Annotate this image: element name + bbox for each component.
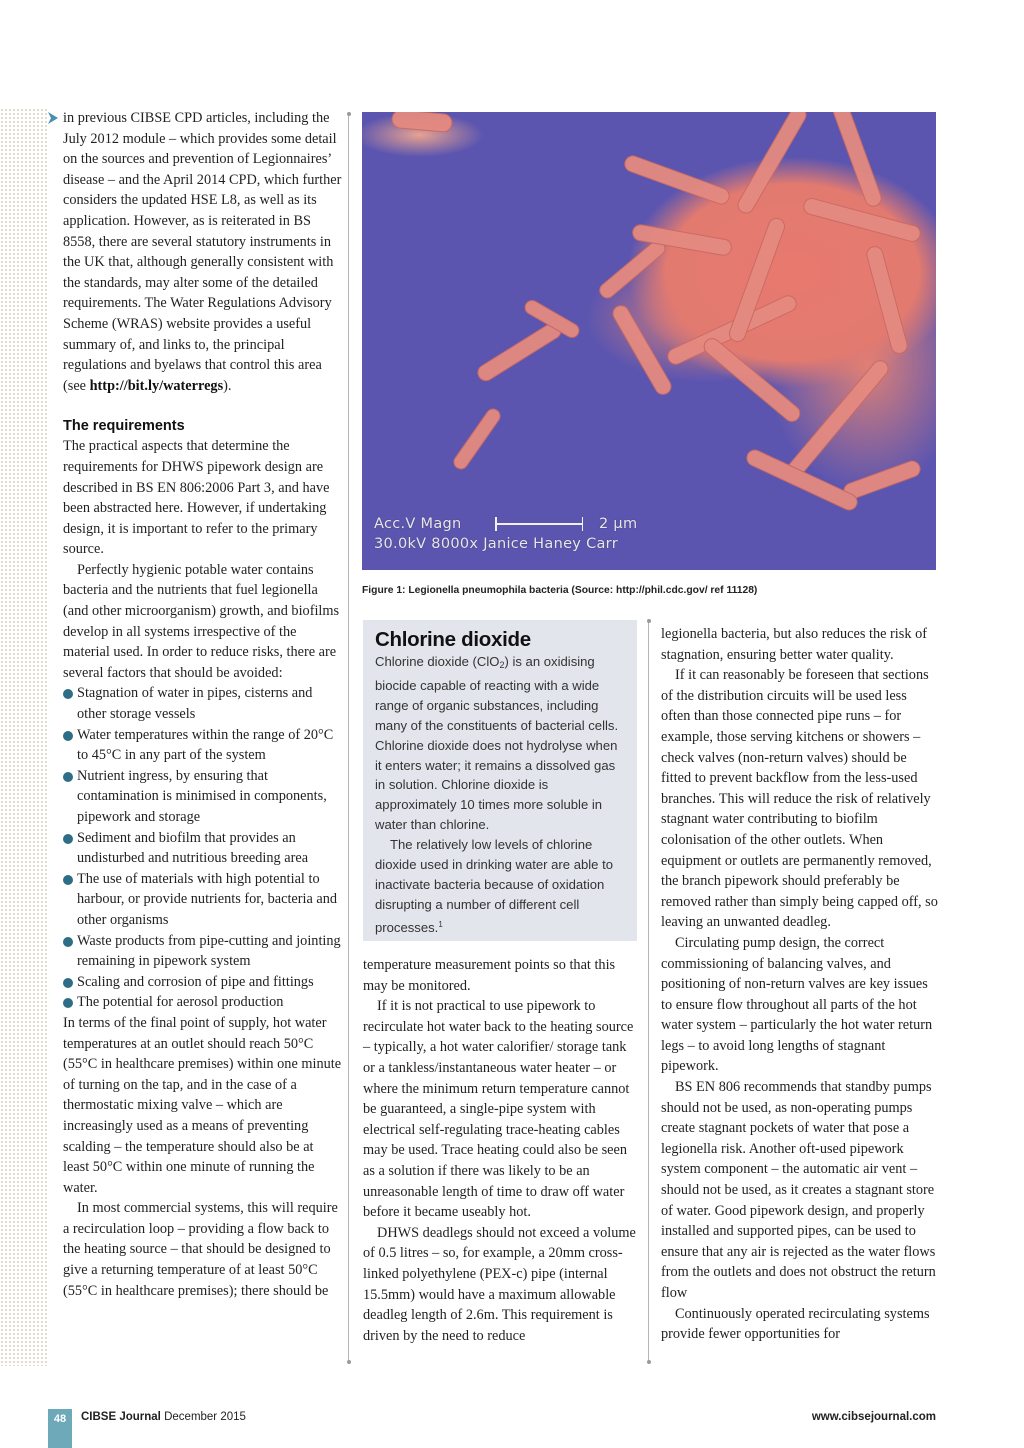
decorative-dot-strip <box>0 108 47 1366</box>
list-item: Waste products from pipe-cutting and jointing remaining in pipework system <box>63 931 343 972</box>
website-url[interactable]: www.cibsejournal.com <box>811 1411 936 1423</box>
scale-bar <box>495 523 583 525</box>
risk-factor-list <box>63 683 343 1013</box>
page-number: 48 <box>48 1409 72 1448</box>
column-3 <box>661 624 939 1345</box>
paragraph: If it can reasonably be foreseen that sections of the distribution circuits will be used less often than those connected pipe runs – for example, those serving kitchens or showers – check valves (non-return valves) should be fitted to prevent backflow from the less-used branches. This will reduce the risk of relatively stagnant water contributing to biofilm colonisation of the other outlets. When equipment or outlets are permanently removed, the branch pipework should preferably be removed rather than simply being capped off, so leaving an unwanted deadleg. <box>661 667 938 931</box>
paragraph: Circulating pump design, the correct commissioning of balancing valves, and positioning of non-return valves are key issues to ensure flow throughout all parts of the hot water system – particularly the hot water return legs – to avoid long lengths of stagnant pipework. <box>661 934 933 1075</box>
paragraph: Continuously operated recirculating systems provide fewer opportunities for <box>661 1305 930 1343</box>
list-item: Stagnation of water in pipes, cisterns and other storage vessels <box>63 683 343 724</box>
list-item: Nutrient ingress, by ensuring that contamination is minimised in components, pipework and storage <box>63 766 343 828</box>
issue-date: December 2015 <box>164 1411 246 1423</box>
paragraph: If it is not practical to use pipework to recirculate hot water back to the heating source – typically, a hot water calorifier/ storage tank or a tankless/instantaneous water heater – or where the minimum return temperature cannot be guaranteed, a single-pipe system with electrical self-regulating trace-heating cables may be used. Trace heating could also be seen as a solution if there was likely to be an unreasonable length of time to draw off water before it became useably hot. <box>363 998 634 1221</box>
box-title: Chlorine dioxide <box>375 628 531 651</box>
legionella-sem-image <box>362 112 936 570</box>
paragraph: In terms of the final point of supply, hot water temperatures at an outlet should reach 50°C (55°C in healthcare premises) within one minute of turning on the tap, and in the case of a thermostatic mixing valve – which are increasingly used as a means of preventing scalding – the temperature should also be at least 50°C within one minute of running the water. <box>63 1014 342 1196</box>
paragraph: DHWS deadlegs should not exceed a volume of 0.5 litres – so, for example, a 20mm cross-linked polyethylene (PEX-c) pipe (internal 15.5mm) would have a maximum allowable deadleg length of 2.6m. This requirement is driven by the need to reduce <box>363 1224 636 1344</box>
waterregs-link[interactable]: http://bit.ly/waterregs <box>89 377 224 394</box>
paragraph: BS EN 806 recommends that standby pumps should not be used, as non-operating pumps create stagnant pockets of water that pose a legionella risk. Another oft-used pipework system component – the automatic air vent – should not be used, as it creates a stagnant store of water. Good pipework design, and properly installed and supported pipes, can be used to ensure that any air is rejected as the water flows from the outlets and does not obstruct the return flow <box>661 1079 936 1301</box>
section-heading-requirements: The requirements <box>63 418 185 435</box>
sem-label-voltage-credit: 30.0kV 8000x Janice Haney Carr <box>374 536 618 552</box>
figure-caption: Figure 1: Legionella pneumophila bacteria (Source: http://phil.cdc.gov/ ref 11128) <box>362 585 758 596</box>
box-paragraph: Chlorine dioxide (ClO$_2$) is an oxidising biocide capable of reacting with a wide range of organic substances, including many of the constituents of bacterial cells. Chlorine dioxide does not hydrolyse when it enters water; it remains a dissolved gas in solution. Chlorine dioxide is approximately 10 times more soluble in water than chlorine. <box>375 654 619 833</box>
bullet-dot-icon <box>63 998 73 1008</box>
list-item: Scaling and corrosion of pipe and fittings <box>63 972 343 993</box>
column-divider <box>348 114 349 1362</box>
column-1 <box>63 108 343 1301</box>
bullet-dot-icon <box>63 875 73 885</box>
paragraph: In most commercial systems, this will require a recirculation loop – providing a flow back to the heating source – that should be designed to give a returning temperature of at least 50°C (55°C in healthcare premises); there should be <box>63 1200 338 1299</box>
paragraph: The practical aspects that determine the requirements for DHWS pipework design are described in BS EN 806:2006 Part 3, and have been abstracted here. However, if undertaking design, it is important to refer to the primary source. <box>63 438 330 558</box>
list-item: The potential for aerosol production <box>63 992 343 1013</box>
list-item: The use of materials with high potential to harbour, or provide nutrients for, bacteria and other organisms <box>63 869 343 931</box>
bullet-dot-icon <box>63 834 73 844</box>
paragraph: Perfectly hygienic potable water contains bacteria and the nutrients that fuel legionella (and other microorganism) growth, and biofilms develop in all systems irrespective of the material used. In order to reduce risks, there are several factors that should be avoided: <box>63 561 340 681</box>
chevron-right-icon <box>46 111 60 125</box>
column-divider <box>648 621 649 1362</box>
bacteria-illustration <box>362 112 936 570</box>
list-item: Sediment and biofilm that provides an undisturbed and nutritious breeding area <box>63 828 343 869</box>
paragraph: legionella bacteria, but also reduces the risk of stagnation, ensuring better water quality. <box>661 626 927 663</box>
bullet-dot-icon <box>63 937 73 947</box>
chlorine-dioxide-box <box>363 620 637 941</box>
publication-name: CIBSE Journal <box>81 1411 161 1423</box>
paragraph: temperature measurement points so that this may be monitored. <box>363 957 616 994</box>
bullet-dot-icon <box>63 772 73 782</box>
sem-label-acc-magn: Acc.V Magn <box>374 516 462 532</box>
bullet-dot-icon <box>63 731 73 741</box>
list-item: Water temperatures within the range of 20°C to 45°C in any part of the system <box>63 725 343 766</box>
box-paragraph: The relatively low levels of chlorine dioxide used in drinking water are able to inactivate bacteria because of oxidation disrupting a number of different cell processes.$^1$ <box>375 837 614 935</box>
publication-info <box>81 1411 246 1423</box>
bullet-dot-icon <box>63 978 73 988</box>
bullet-dot-icon <box>63 689 73 699</box>
intro-paragraph: in previous CIBSE CPD articles, including the July 2012 module – which provides some detail on the sources and prevention of Legionnaires’ disease – and the April 2014 CPD, which further considers the updated HSE L8, as well as its application. However, as is reiterated in BS 8558, there are several statutory instruments in the UK that, although generally consistent with the standards, may alter some of the detailed requirements. The Water Regulations Advisory Scheme (WRAS) website provides a useful summary of, and links to, the principal regulations and byelaws that control this area (see http://bit.ly/waterregs). <box>63 110 342 394</box>
column-2 <box>363 955 641 1346</box>
sem-scale-label: 2 µm <box>599 516 638 532</box>
